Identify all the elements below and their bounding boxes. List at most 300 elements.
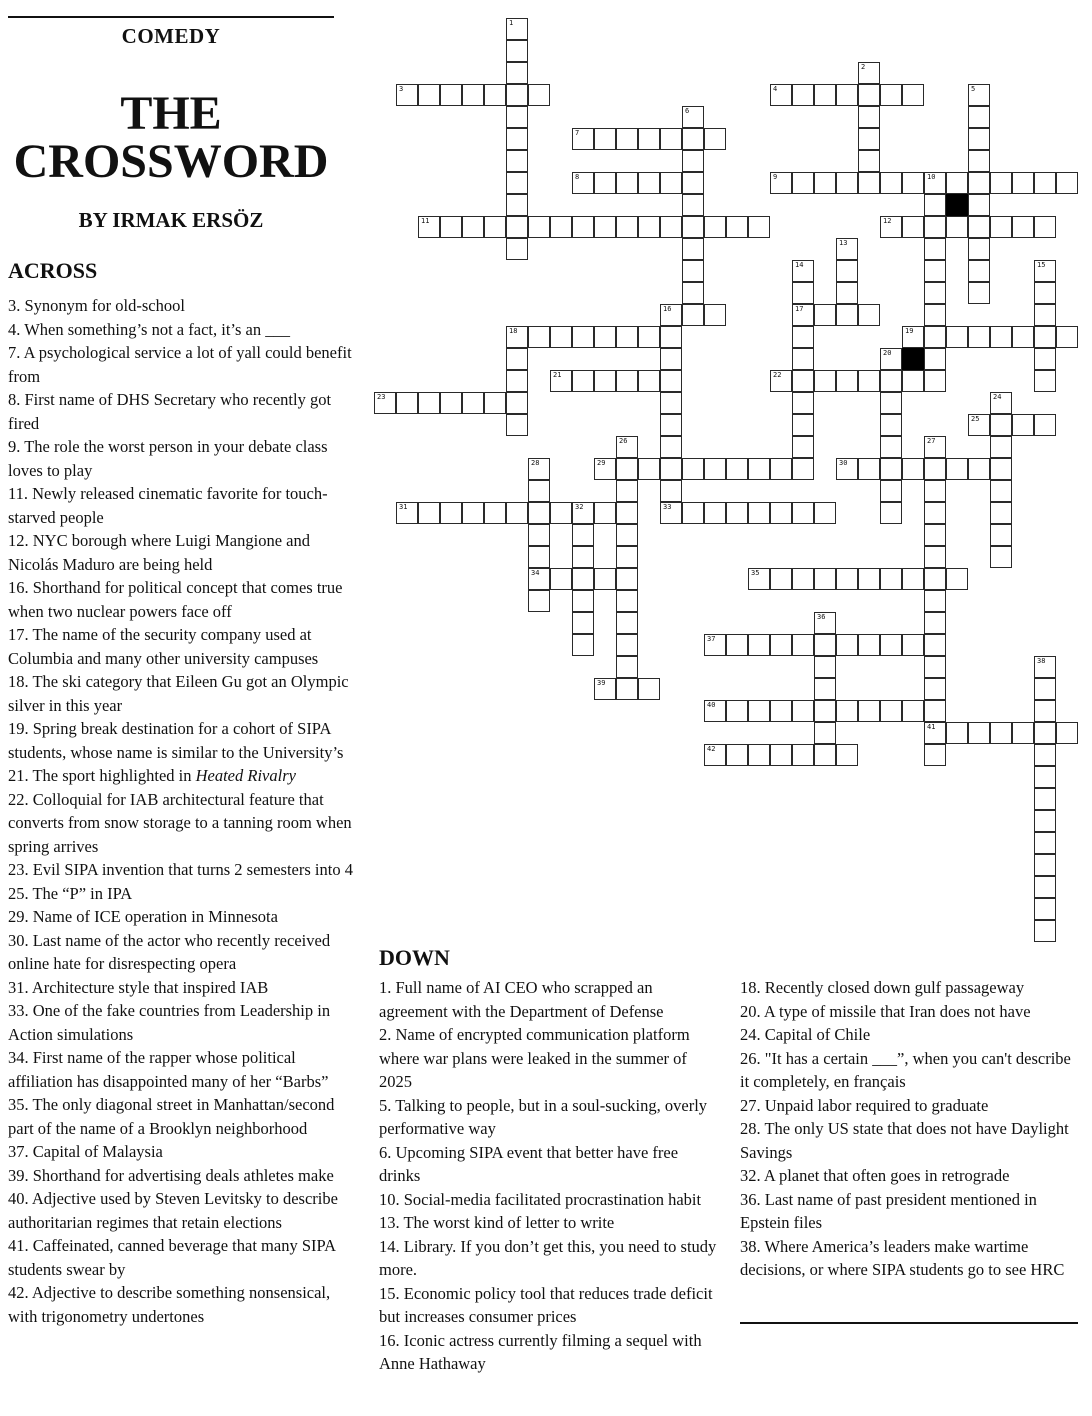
grid-cell[interactable] [880,568,902,590]
grid-cell[interactable] [792,348,814,370]
grid-cell[interactable] [924,260,946,282]
grid-cell[interactable] [792,392,814,414]
grid-cell[interactable] [682,128,704,150]
grid-cell[interactable] [506,84,528,106]
grid-cell[interactable] [660,128,682,150]
grid-cell[interactable] [1034,348,1056,370]
grid-cell[interactable] [506,62,528,84]
grid-cell[interactable] [484,216,506,238]
grid-cell[interactable] [792,634,814,656]
grid-cell[interactable] [902,84,924,106]
grid-cell[interactable] [572,128,594,150]
grid-cell[interactable] [1034,414,1056,436]
grid-cell[interactable] [572,326,594,348]
grid-cell[interactable] [902,216,924,238]
grid-cell[interactable] [594,216,616,238]
grid-cell[interactable] [748,458,770,480]
grid-cell[interactable] [858,62,880,84]
grid-cell[interactable] [638,216,660,238]
grid-cell[interactable] [594,458,616,480]
grid-cell[interactable] [748,216,770,238]
grid-cell[interactable] [616,546,638,568]
grid-cell[interactable] [748,502,770,524]
grid-cell[interactable] [506,414,528,436]
grid-cell[interactable] [858,458,880,480]
grid-cell[interactable] [1034,260,1056,282]
grid-cell[interactable] [836,84,858,106]
grid-cell[interactable] [836,260,858,282]
grid-cell[interactable] [528,502,550,524]
grid-cell[interactable] [836,282,858,304]
grid-cell[interactable] [858,106,880,128]
grid-cell[interactable] [638,370,660,392]
grid-cell[interactable] [704,634,726,656]
grid-cell[interactable] [550,326,572,348]
grid-cell[interactable] [506,172,528,194]
grid-cell[interactable] [814,656,836,678]
grid-cell[interactable] [990,414,1012,436]
grid-cell[interactable] [836,700,858,722]
grid-cell[interactable] [660,458,682,480]
grid-cell[interactable] [1056,172,1078,194]
grid-cell[interactable] [682,216,704,238]
grid-cell[interactable] [902,370,924,392]
grid-cell[interactable] [880,700,902,722]
grid-cell[interactable] [880,348,902,370]
grid-cell[interactable] [396,84,418,106]
grid-cell[interactable] [638,326,660,348]
grid-cell[interactable] [968,238,990,260]
grid-cell[interactable] [1034,216,1056,238]
grid-cell[interactable] [528,568,550,590]
grid-cell[interactable] [704,744,726,766]
grid-cell[interactable] [924,348,946,370]
grid-cell[interactable] [572,568,594,590]
grid-cell[interactable] [506,216,528,238]
grid-cell[interactable] [968,84,990,106]
grid-cell[interactable] [858,150,880,172]
grid-cell[interactable] [528,216,550,238]
grid-cell[interactable] [616,502,638,524]
grid-cell[interactable] [616,656,638,678]
grid-cell[interactable] [902,458,924,480]
grid-cell[interactable] [770,568,792,590]
grid-cell[interactable] [924,304,946,326]
grid-cell[interactable] [704,458,726,480]
grid-cell[interactable] [792,700,814,722]
grid-cell[interactable] [792,84,814,106]
grid-cell[interactable] [550,370,572,392]
grid-cell[interactable] [506,18,528,40]
grid-cell[interactable] [440,84,462,106]
grid-cell[interactable] [924,678,946,700]
grid-cell[interactable] [660,480,682,502]
grid-cell[interactable] [748,568,770,590]
grid-cell[interactable] [660,502,682,524]
grid-cell[interactable] [572,634,594,656]
grid-cell[interactable] [704,304,726,326]
grid-cell[interactable] [858,568,880,590]
grid-cell[interactable] [924,282,946,304]
grid-cell[interactable] [660,348,682,370]
grid-cell[interactable] [1012,414,1034,436]
grid-cell[interactable] [990,326,1012,348]
grid-cell[interactable] [660,304,682,326]
grid-cell[interactable] [880,172,902,194]
grid-cell[interactable] [638,678,660,700]
grid-cell[interactable] [660,370,682,392]
grid-cell[interactable] [968,722,990,744]
grid-cell[interactable] [792,458,814,480]
grid-cell[interactable] [880,502,902,524]
grid-cell[interactable] [748,634,770,656]
grid-cell[interactable] [858,370,880,392]
grid-cell[interactable] [638,458,660,480]
grid-cell[interactable] [682,194,704,216]
grid-cell[interactable] [682,238,704,260]
grid-cell[interactable] [968,194,990,216]
grid-cell[interactable] [1034,370,1056,392]
grid-cell[interactable] [836,458,858,480]
grid-cell[interactable] [880,480,902,502]
grid-cell[interactable] [902,326,924,348]
grid-cell[interactable] [418,502,440,524]
grid-cell[interactable] [924,458,946,480]
grid-cell[interactable] [946,458,968,480]
grid-cell[interactable] [792,326,814,348]
grid-cell[interactable] [528,546,550,568]
grid-cell[interactable] [594,128,616,150]
grid-cell[interactable] [682,260,704,282]
grid-cell[interactable] [726,744,748,766]
grid-cell[interactable] [682,282,704,304]
grid-cell[interactable] [726,634,748,656]
grid-cell[interactable] [924,216,946,238]
grid-cell[interactable] [616,612,638,634]
grid-cell[interactable] [506,502,528,524]
grid-cell[interactable] [660,436,682,458]
grid-cell[interactable] [902,700,924,722]
grid-cell[interactable] [528,590,550,612]
grid-cell[interactable] [858,84,880,106]
grid-cell[interactable] [792,260,814,282]
grid-cell[interactable] [814,370,836,392]
grid-cell[interactable] [858,172,880,194]
grid-cell[interactable] [1034,744,1056,766]
grid-cell[interactable] [1034,700,1056,722]
grid-cell[interactable] [506,326,528,348]
grid-cell[interactable] [572,524,594,546]
grid-cell[interactable] [528,458,550,480]
grid-cell[interactable] [594,568,616,590]
grid-cell[interactable] [1012,326,1034,348]
grid-cell[interactable] [1034,788,1056,810]
grid-cell[interactable] [682,106,704,128]
grid-cell[interactable] [1056,326,1078,348]
grid-cell[interactable] [418,216,440,238]
grid-cell[interactable] [924,568,946,590]
grid-cell[interactable] [902,568,924,590]
grid-cell[interactable] [814,722,836,744]
grid-cell[interactable] [1034,326,1056,348]
grid-cell[interactable] [880,84,902,106]
grid-cell[interactable] [1034,854,1056,876]
grid-cell[interactable] [990,502,1012,524]
grid-cell[interactable] [968,172,990,194]
grid-cell[interactable] [572,612,594,634]
grid-cell[interactable] [462,502,484,524]
grid-cell[interactable] [836,568,858,590]
grid-cell[interactable] [1012,216,1034,238]
grid-cell[interactable] [1034,832,1056,854]
grid-cell[interactable] [990,172,1012,194]
grid-cell[interactable] [528,326,550,348]
grid-cell[interactable] [770,502,792,524]
grid-cell[interactable] [814,678,836,700]
grid-cell[interactable] [1034,920,1056,942]
grid-cell[interactable] [594,678,616,700]
grid-cell[interactable] [528,480,550,502]
grid-cell[interactable] [924,502,946,524]
grid-cell[interactable] [814,84,836,106]
grid-cell[interactable] [924,722,946,744]
grid-cell[interactable] [1034,722,1056,744]
grid-cell[interactable] [770,700,792,722]
grid-cell[interactable] [682,458,704,480]
grid-cell[interactable] [968,128,990,150]
grid-cell[interactable] [1012,722,1034,744]
grid-cell[interactable] [396,392,418,414]
grid-cell[interactable] [946,216,968,238]
grid-cell[interactable] [924,744,946,766]
grid-cell[interactable] [792,370,814,392]
grid-cell[interactable] [880,216,902,238]
grid-cell[interactable] [880,634,902,656]
grid-cell[interactable] [814,172,836,194]
grid-cell[interactable] [814,502,836,524]
grid-cell[interactable] [638,172,660,194]
grid-cell[interactable] [1034,678,1056,700]
grid-cell[interactable] [924,590,946,612]
grid-cell[interactable] [924,194,946,216]
grid-cell[interactable] [924,238,946,260]
grid-cell[interactable] [506,194,528,216]
grid-cell[interactable] [572,216,594,238]
grid-cell[interactable] [616,370,638,392]
grid-cell[interactable] [990,722,1012,744]
grid-cell[interactable] [396,502,418,524]
grid-cell[interactable] [858,700,880,722]
grid-cell[interactable] [484,84,506,106]
grid-cell[interactable] [990,392,1012,414]
grid-cell[interactable] [792,304,814,326]
grid-cell[interactable] [506,392,528,414]
grid-cell[interactable] [616,172,638,194]
grid-cell[interactable] [616,216,638,238]
grid-cell[interactable] [792,568,814,590]
grid-cell[interactable] [572,370,594,392]
grid-cell[interactable] [880,436,902,458]
grid-cell[interactable] [814,568,836,590]
grid-cell[interactable] [924,700,946,722]
grid-cell[interactable] [990,216,1012,238]
grid-cell[interactable] [968,150,990,172]
grid-cell[interactable] [616,524,638,546]
grid-cell[interactable] [1034,304,1056,326]
grid-cell[interactable] [506,106,528,128]
grid-cell[interactable] [1034,282,1056,304]
grid-cell[interactable] [572,172,594,194]
grid-cell[interactable] [792,502,814,524]
grid-cell[interactable] [572,546,594,568]
grid-cell[interactable] [616,590,638,612]
grid-cell[interactable] [638,128,660,150]
grid-cell[interactable] [594,502,616,524]
grid-cell[interactable] [968,106,990,128]
grid-cell[interactable] [440,392,462,414]
grid-cell[interactable] [726,216,748,238]
grid-cell[interactable] [792,282,814,304]
grid-cell[interactable] [770,634,792,656]
grid-cell[interactable] [1034,810,1056,832]
grid-cell[interactable] [924,436,946,458]
grid-cell[interactable] [836,172,858,194]
grid-cell[interactable] [374,392,396,414]
grid-cell[interactable] [440,502,462,524]
grid-cell[interactable] [770,458,792,480]
grid-cell[interactable] [814,744,836,766]
grid-cell[interactable] [946,326,968,348]
grid-cell[interactable] [660,414,682,436]
grid-cell[interactable] [726,458,748,480]
grid-cell[interactable] [770,172,792,194]
grid-cell[interactable] [572,590,594,612]
grid-cell[interactable] [968,216,990,238]
grid-cell[interactable] [616,128,638,150]
grid-cell[interactable] [682,304,704,326]
grid-cell[interactable] [770,370,792,392]
grid-cell[interactable] [880,370,902,392]
grid-cell[interactable] [924,326,946,348]
grid-cell[interactable] [418,392,440,414]
grid-cell[interactable] [990,546,1012,568]
grid-cell[interactable] [968,458,990,480]
grid-cell[interactable] [880,414,902,436]
grid-cell[interactable] [704,128,726,150]
grid-cell[interactable] [726,502,748,524]
grid-cell[interactable] [660,216,682,238]
grid-cell[interactable] [682,150,704,172]
grid-cell[interactable] [616,480,638,502]
grid-cell[interactable] [1034,656,1056,678]
grid-cell[interactable] [704,502,726,524]
grid-cell[interactable] [506,128,528,150]
grid-cell[interactable] [506,348,528,370]
grid-cell[interactable] [946,568,968,590]
grid-cell[interactable] [924,546,946,568]
grid-cell[interactable] [968,414,990,436]
grid-cell[interactable] [880,458,902,480]
grid-cell[interactable] [924,634,946,656]
grid-cell[interactable] [836,238,858,260]
grid-cell[interactable] [462,216,484,238]
grid-cell[interactable] [946,172,968,194]
grid-cell[interactable] [814,304,836,326]
grid-cell[interactable] [968,326,990,348]
grid-cell[interactable] [924,656,946,678]
grid-cell[interactable] [858,304,880,326]
grid-cell[interactable] [550,568,572,590]
grid-cell[interactable] [616,326,638,348]
grid-cell[interactable] [792,436,814,458]
grid-cell[interactable] [968,260,990,282]
grid-cell[interactable] [946,722,968,744]
grid-cell[interactable] [704,700,726,722]
grid-cell[interactable] [506,40,528,62]
grid-cell[interactable] [924,480,946,502]
grid-cell[interactable] [990,458,1012,480]
grid-cell[interactable] [616,458,638,480]
grid-cell[interactable] [770,84,792,106]
grid-cell[interactable] [462,392,484,414]
grid-cell[interactable] [836,370,858,392]
grid-cell[interactable] [660,326,682,348]
grid-cell[interactable] [814,700,836,722]
grid-cell[interactable] [902,172,924,194]
grid-cell[interactable] [792,744,814,766]
grid-cell[interactable] [858,128,880,150]
grid-cell[interactable] [836,304,858,326]
grid-cell[interactable] [572,502,594,524]
grid-cell[interactable] [836,744,858,766]
grid-cell[interactable] [924,172,946,194]
grid-cell[interactable] [770,744,792,766]
grid-cell[interactable] [506,150,528,172]
grid-cell[interactable] [924,370,946,392]
grid-cell[interactable] [748,700,770,722]
grid-cell[interactable] [660,392,682,414]
grid-cell[interactable] [990,524,1012,546]
grid-cell[interactable] [814,612,836,634]
grid-cell[interactable] [616,634,638,656]
grid-cell[interactable] [594,326,616,348]
grid-cell[interactable] [1034,876,1056,898]
grid-cell[interactable] [968,282,990,304]
grid-cell[interactable] [1034,766,1056,788]
grid-cell[interactable] [902,634,924,656]
grid-cell[interactable] [484,502,506,524]
grid-cell[interactable] [880,392,902,414]
grid-cell[interactable] [990,480,1012,502]
grid-cell[interactable] [528,84,550,106]
grid-cell[interactable] [1034,898,1056,920]
grid-cell[interactable] [1012,172,1034,194]
grid-cell[interactable] [506,370,528,392]
grid-cell[interactable] [726,700,748,722]
grid-cell[interactable] [616,436,638,458]
grid-cell[interactable] [594,172,616,194]
grid-cell[interactable] [462,84,484,106]
grid-cell[interactable] [682,172,704,194]
grid-cell[interactable] [528,524,550,546]
grid-cell[interactable] [1056,722,1078,744]
grid-cell[interactable] [748,744,770,766]
grid-cell[interactable] [814,634,836,656]
grid-cell[interactable] [924,612,946,634]
grid-cell[interactable] [550,502,572,524]
grid-cell[interactable] [704,216,726,238]
grid-cell[interactable] [990,436,1012,458]
